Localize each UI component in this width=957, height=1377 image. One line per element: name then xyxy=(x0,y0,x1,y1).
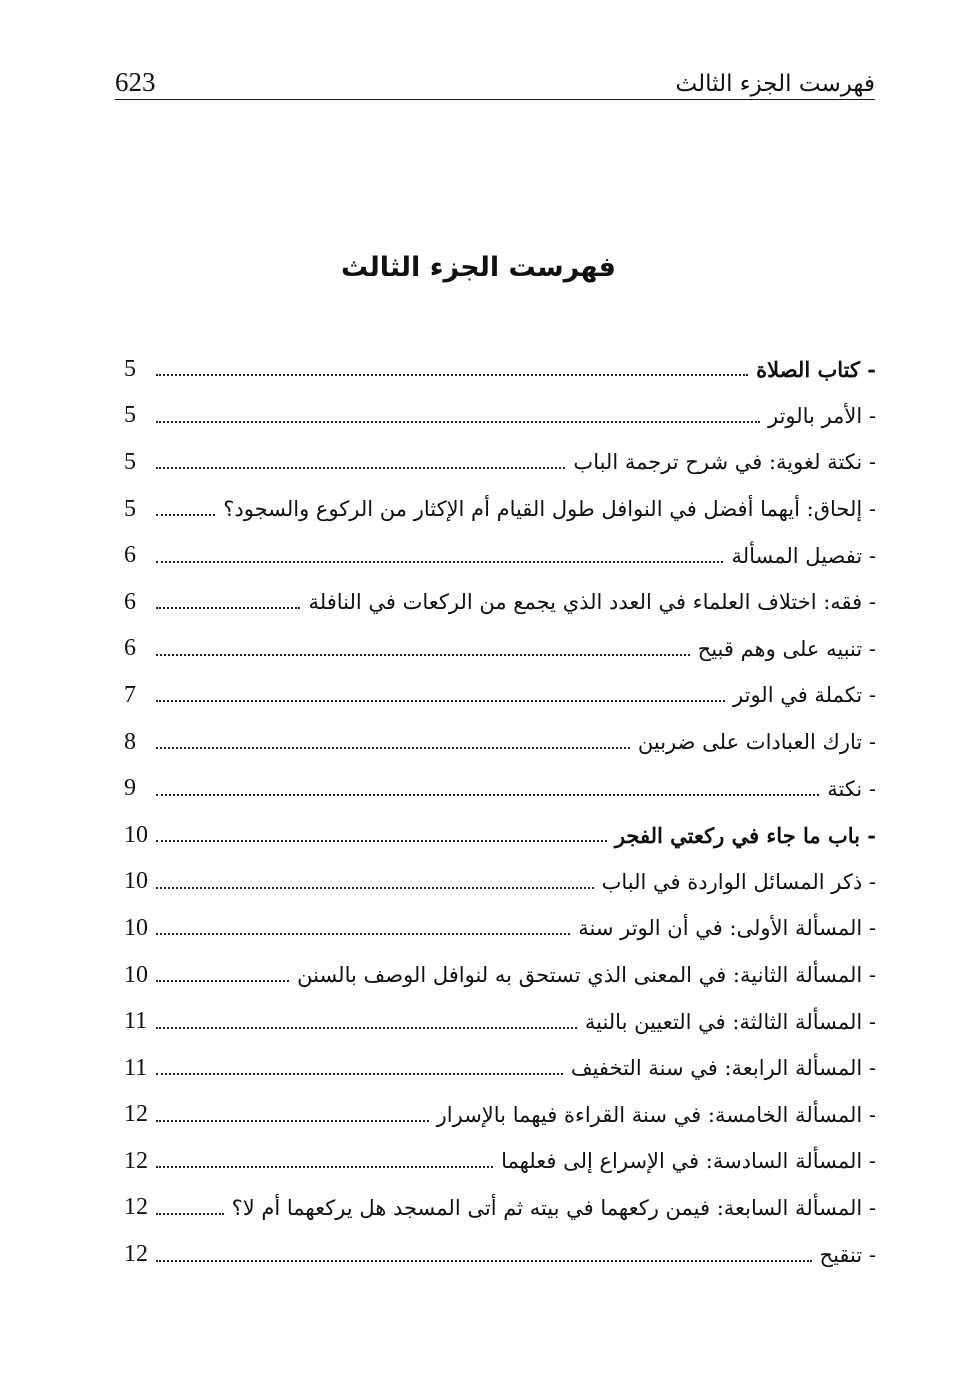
running-header-title: فهرست الجزء الثالث xyxy=(675,71,875,97)
toc-entry xyxy=(124,532,876,579)
dot-leader xyxy=(156,1120,429,1122)
toc-entry xyxy=(124,1045,876,1092)
toc-entry xyxy=(124,1092,876,1139)
toc-entry xyxy=(124,346,876,393)
table-of-contents xyxy=(124,346,876,1278)
toc-entry-title: - المسألة السادسة: في الإسراع إلى فعلهما xyxy=(501,1149,876,1174)
toc-entry-page: 11 xyxy=(124,1008,148,1035)
toc-entry xyxy=(124,765,876,812)
toc-entry-title: - تفصيل المسألة xyxy=(731,543,876,568)
running-header xyxy=(115,52,875,96)
toc-entry-page: 5 xyxy=(124,355,136,382)
dot-leader xyxy=(156,980,289,982)
toc-entry-page: 5 xyxy=(124,448,136,475)
toc-entry-title: - فقه: اختلاف العلماء في العدد الذي يجمع من الركعات في النافلة xyxy=(308,590,876,615)
toc-entry xyxy=(124,1185,876,1232)
page-title: فهرست الجزء الثالث xyxy=(341,252,616,283)
toc-entry-title: - المسألة السابعة: فيمن ركعهما في بيته ثم أتى المسجد هل يركعهما أم لا؟ xyxy=(231,1195,876,1220)
toc-entry xyxy=(124,439,876,486)
toc-entry-title: - الأمر بالوتر xyxy=(767,403,876,428)
dot-leader xyxy=(156,794,819,796)
toc-entry-page: 12 xyxy=(124,1101,148,1128)
toc-entry-title: - كتاب الصلاة xyxy=(756,356,876,382)
toc-entry-page: 10 xyxy=(124,868,148,895)
toc-entry-title: - تنقيح xyxy=(819,1242,876,1267)
toc-entry-page: 8 xyxy=(124,728,136,755)
toc-entry-page: 10 xyxy=(124,961,148,988)
toc-entry-title: - المسألة الأولى: في أن الوتر سنة xyxy=(578,916,876,941)
toc-entry-title: - نكتة xyxy=(827,776,876,801)
toc-entry xyxy=(124,579,876,626)
dot-leader xyxy=(156,747,630,749)
toc-entry xyxy=(124,486,876,533)
toc-entry-page: 6 xyxy=(124,635,136,662)
header-rule xyxy=(115,99,875,100)
dot-leader xyxy=(156,467,565,469)
dot-leader xyxy=(156,1166,493,1168)
toc-entry-page: 10 xyxy=(124,821,148,848)
dot-leader xyxy=(156,887,594,889)
toc-entry xyxy=(124,393,876,440)
dot-leader xyxy=(156,840,607,842)
toc-entry-title: - إلحاق: أيهما أفضل في النوافل طول القيام أم الإكثار من الركوع والسجود؟ xyxy=(223,497,876,522)
toc-entry xyxy=(124,719,876,766)
toc-entry-page: 6 xyxy=(124,542,136,569)
toc-entry-title: - المسألة الثانية: في المعنى الذي تستحق به لنوافل الوصف بالسنن xyxy=(297,963,876,988)
toc-entry-page: 7 xyxy=(124,681,136,708)
page-number: 623 xyxy=(115,67,156,97)
toc-entry-page: 12 xyxy=(124,1194,148,1221)
toc-entry-title: - تنبيه على وهم قبيح xyxy=(697,636,876,661)
dot-leader xyxy=(156,374,748,376)
toc-entry-title: - باب ما جاء في ركعتي الفجر xyxy=(614,822,876,848)
dot-leader xyxy=(156,514,215,516)
toc-entry-title: - تارك العبادات على ضربين xyxy=(637,730,876,755)
toc-entry xyxy=(124,1138,876,1185)
dot-leader xyxy=(156,421,760,423)
toc-entry-title: - المسألة الثالثة: في التعيين بالنية xyxy=(584,1009,876,1034)
dot-leader xyxy=(156,561,723,563)
toc-entry-title: - تكملة في الوتر xyxy=(733,683,876,708)
dot-leader xyxy=(156,1260,812,1262)
toc-entry xyxy=(124,812,876,859)
dot-leader xyxy=(156,654,690,656)
toc-entry-title: - المسألة الرابعة: في سنة التخفيف xyxy=(570,1056,876,1081)
toc-entry-page: 10 xyxy=(124,914,148,941)
dot-leader xyxy=(156,700,725,702)
toc-entry xyxy=(124,952,876,999)
toc-entry-page: 11 xyxy=(124,1054,148,1081)
toc-entry xyxy=(124,905,876,952)
dot-leader xyxy=(156,1027,577,1029)
toc-entry-title: - نكتة لغوية: في شرح ترجمة الباب xyxy=(573,450,876,475)
toc-entry xyxy=(124,672,876,719)
toc-entry-page: 12 xyxy=(124,1241,148,1268)
toc-entry xyxy=(124,998,876,1045)
dot-leader xyxy=(156,1213,224,1215)
toc-entry-title: - ذكر المسائل الواردة في الباب xyxy=(601,869,876,894)
dot-leader xyxy=(156,933,570,935)
toc-entry-page: 9 xyxy=(124,775,136,802)
toc-entry-page: 5 xyxy=(124,402,136,429)
dot-leader xyxy=(156,1073,563,1075)
toc-entry-page: 6 xyxy=(124,588,136,615)
dot-leader xyxy=(156,607,300,609)
toc-entry xyxy=(124,626,876,673)
toc-entry xyxy=(124,859,876,906)
toc-entry-title: - المسألة الخامسة: في سنة القراءة فيهما بالإسرار xyxy=(436,1102,876,1127)
toc-entry-page: 5 xyxy=(124,495,136,522)
toc-entry xyxy=(124,1231,876,1278)
toc-entry-page: 12 xyxy=(124,1147,148,1174)
